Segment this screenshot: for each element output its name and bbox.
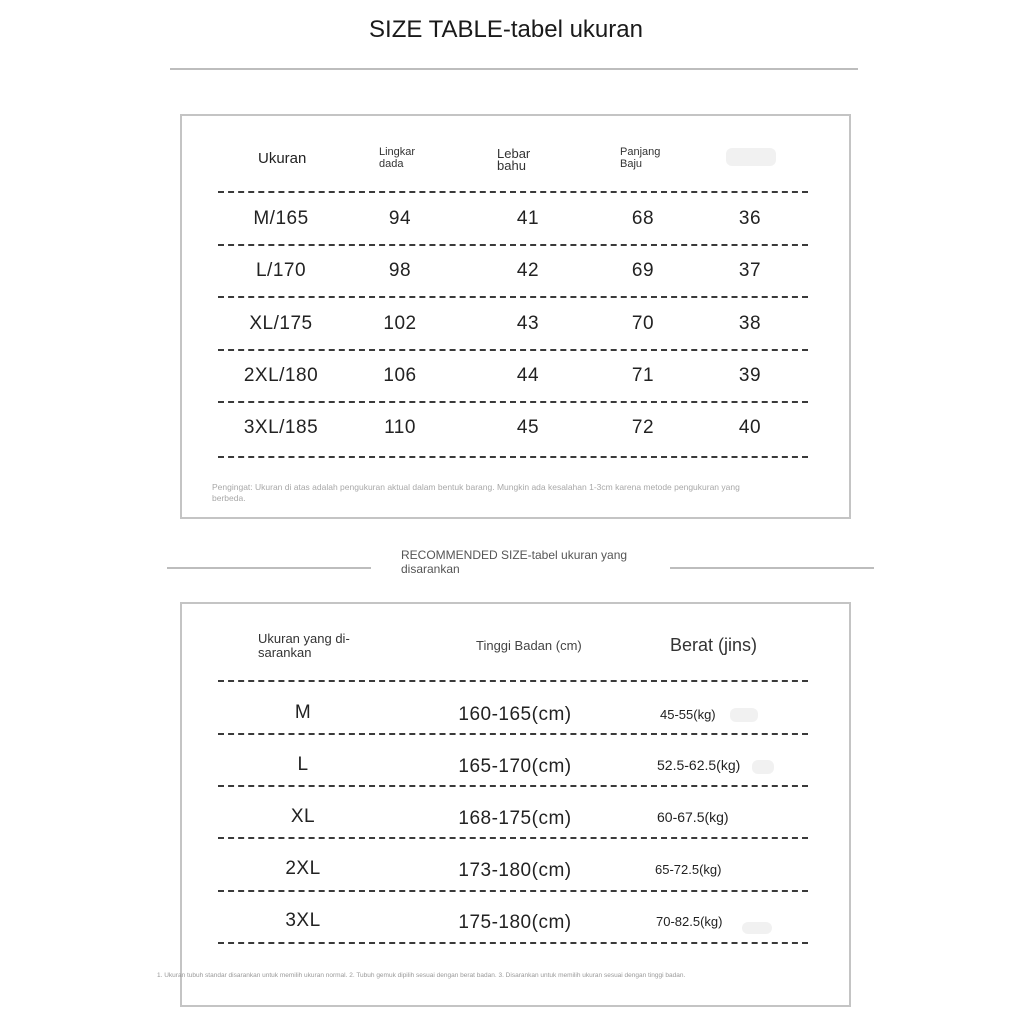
size-header-ukuran: Ukuran <box>258 150 307 167</box>
recommended-header-berat: Berat (jins) <box>670 635 758 655</box>
recommended-divider <box>218 890 808 892</box>
recommended-divider-left <box>167 567 371 569</box>
recommended-weight: 70-82.5(kg) <box>656 914 723 929</box>
size-cell: 106 <box>383 365 417 386</box>
recommended-divider <box>218 733 808 735</box>
size-cell: L/170 <box>255 260 307 281</box>
recommended-note: 1. Ukuran tubuh standar disarankan untuk memilih ukuran normal. 2. Tubuh gemuk dipilih sesuai dengan berat badan. 3. Disarankan untuk memilih ukuran sesuai dengan tinggi badan. <box>157 972 686 979</box>
recommended-weight: 52.5-62.5(kg) <box>657 757 741 773</box>
recommended-weight: 45-55(kg) <box>660 707 716 722</box>
recommended-size: 3XL <box>285 910 321 931</box>
recommended-header-tinggi: Tinggi Badan (cm) <box>476 638 582 653</box>
recommended-weight: 65-72.5(kg) <box>655 862 722 877</box>
size-cell: 36 <box>738 208 762 229</box>
size-divider <box>218 456 808 458</box>
recommended-divider <box>218 942 808 944</box>
page-title: SIZE TABLE-tabel ukuran <box>369 16 643 43</box>
size-cell: 2XL/180 <box>243 365 319 386</box>
recommended-weight: 60-67.5(kg) <box>657 809 729 825</box>
blurred-mark <box>742 922 772 934</box>
recommended-divider <box>218 785 808 787</box>
size-divider <box>218 191 808 193</box>
size-cell: 42 <box>516 260 540 281</box>
recommended-height: 160-165(cm) <box>458 704 572 725</box>
recommended-title: RECOMMENDED SIZE-tabel ukuran yang disarankan <box>401 548 628 576</box>
size-header-panjang: Panjang Baju <box>620 146 661 170</box>
recommended-size: 2XL <box>285 858 321 879</box>
size-note: Pengingat: Ukuran di atas adalah pengukuran aktual dalam bentuk barang. Mungkin ada kesalahan 1-3cm karena metode pengukuran yang berbeda. <box>212 482 740 503</box>
recommended-height: 165-170(cm) <box>458 756 572 777</box>
size-cell: 37 <box>738 260 762 281</box>
recommended-size: M <box>294 702 312 723</box>
size-cell: 72 <box>631 417 655 438</box>
size-divider <box>218 244 808 246</box>
recommended-size: XL <box>290 806 316 827</box>
size-cell: 40 <box>738 417 762 438</box>
recommended-height: 175-180(cm) <box>458 912 572 933</box>
size-cell: 102 <box>383 313 417 334</box>
size-divider <box>218 401 808 403</box>
size-cell: M/165 <box>253 208 309 229</box>
title-divider <box>170 68 858 70</box>
size-cell: 44 <box>516 365 540 386</box>
size-cell: 39 <box>738 365 762 386</box>
size-cell: 38 <box>738 313 762 334</box>
size-cell: 71 <box>631 365 655 386</box>
recommended-table <box>180 602 851 1007</box>
recommended-header-ukuran: Ukuran yang di- sarankan <box>258 631 350 660</box>
size-cell: 3XL/185 <box>243 417 319 438</box>
size-cell: 69 <box>631 260 655 281</box>
recommended-divider-right <box>670 567 874 569</box>
size-divider <box>218 296 808 298</box>
size-cell: 45 <box>516 417 540 438</box>
size-cell: 43 <box>516 313 540 334</box>
size-cell: XL/175 <box>249 313 313 334</box>
blurred-mark <box>730 708 758 722</box>
recommended-height: 168-175(cm) <box>458 808 572 829</box>
size-cell: 70 <box>631 313 655 334</box>
size-header-lingkar: Lingkar dada <box>379 146 416 170</box>
size-cell: 68 <box>631 208 655 229</box>
size-cell: 41 <box>516 208 540 229</box>
size-cell: 94 <box>388 208 412 229</box>
size-header-lebar: Lebar bahu <box>497 146 531 173</box>
size-divider <box>218 349 808 351</box>
size-cell: 98 <box>388 260 412 281</box>
recommended-size: L <box>297 754 309 775</box>
size-cell: 110 <box>384 417 416 438</box>
recommended-divider <box>218 837 808 839</box>
blurred-header <box>726 148 776 166</box>
recommended-divider <box>218 680 808 682</box>
blurred-mark <box>752 760 774 774</box>
recommended-height: 173-180(cm) <box>458 860 572 881</box>
